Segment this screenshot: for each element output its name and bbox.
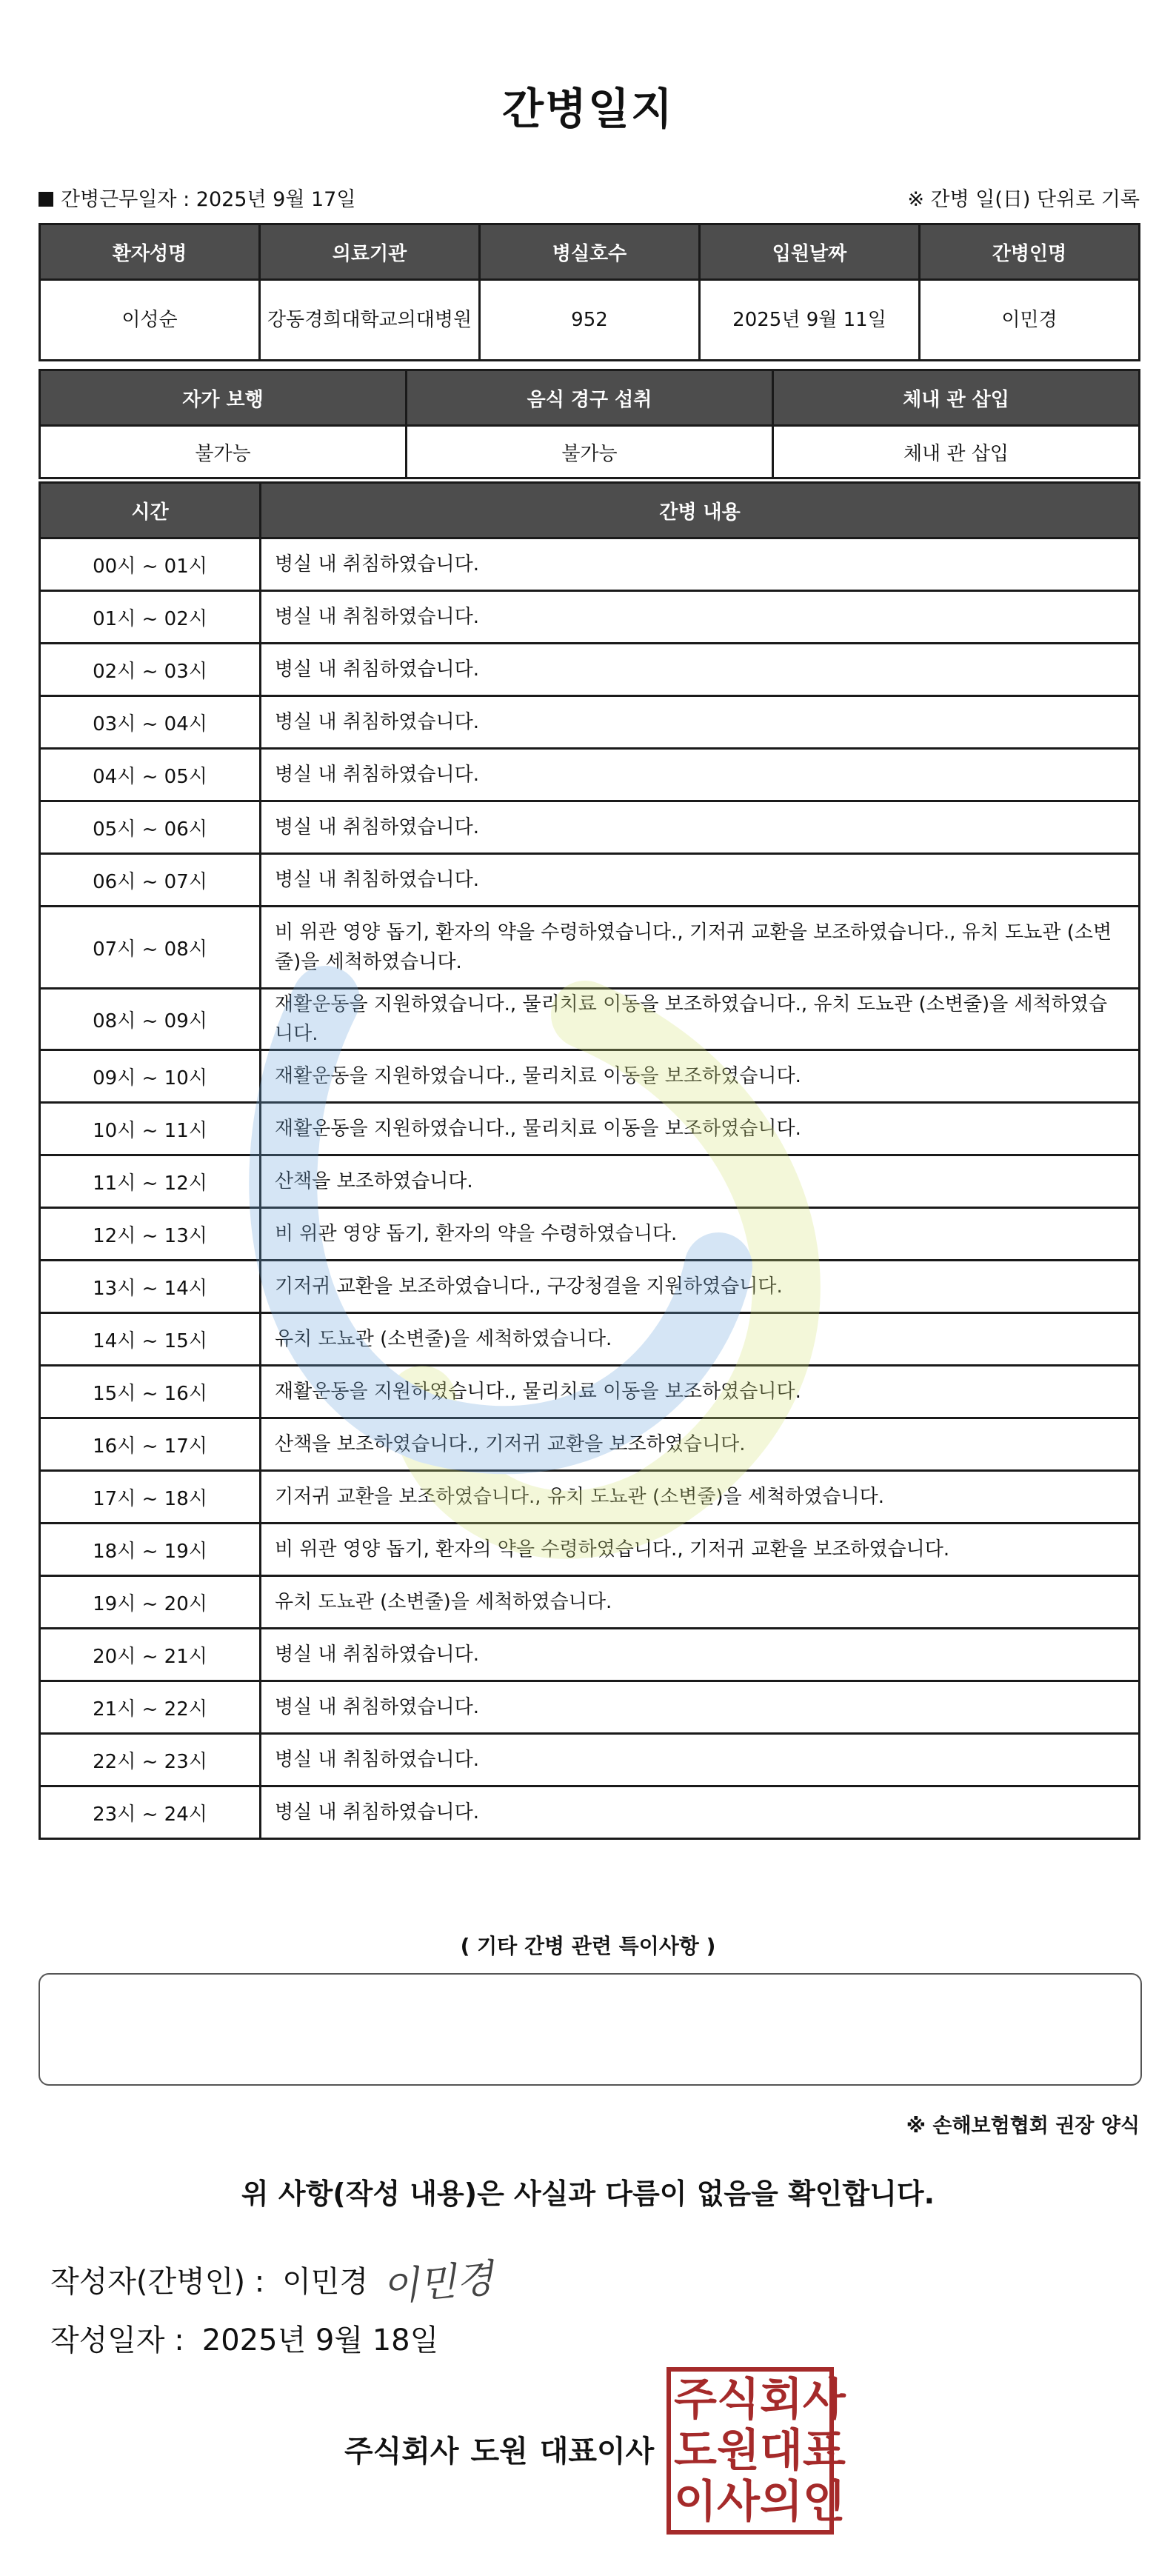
care-log-time: 19시 ~ 20시 [40,1576,261,1629]
patient-info-header-row [40,224,1140,280]
care-log-row [40,1418,1140,1471]
seal-character: 사 [802,2374,846,2426]
care-log-row [40,1261,1140,1313]
work-date [39,183,355,212]
patient-status-value-row [40,426,1140,478]
care-log-time: 04시 ~ 05시 [40,749,261,801]
tube-insertion-value: 체내 관 삽입 [773,426,1140,478]
unit-note: ※ 간병 일(日) 단위로 기록 [907,188,1140,211]
care-log-time: 22시 ~ 23시 [40,1734,261,1786]
written-date-label: 작성일자 : [50,2323,184,2358]
oral-intake-value: 불가능 [407,426,773,478]
care-log-row [40,801,1140,854]
care-log-content: 병실 내 취침하였습니다. [261,644,1140,696]
company-seal-stamp [666,2367,846,2535]
confirmation-statement: 위 사항(작성 내용)은 사실과 다름이 없음을 확인합니다. [241,2178,935,2210]
care-log-time: 23시 ~ 24시 [40,1786,261,1839]
care-log-content: 유치 도뇨관 (소변줄)을 세척하였습니다. [261,1576,1140,1629]
care-log-row [40,749,1140,801]
care-log-time: 20시 ~ 21시 [40,1629,261,1681]
care-log-content: 비 위관 영양 돕기, 환자의 약을 수령하였습니다., 기저귀 교환을 보조하였습니다. [261,1524,1140,1576]
care-log-row [40,538,1140,591]
written-date-row [50,2317,438,2359]
square-bullet-icon [39,192,53,207]
care-log-content: 병실 내 취침하였습니다. [261,1786,1140,1839]
seal-character: 대 [759,2424,803,2477]
care-log-time: 00시 ~ 01시 [40,538,261,591]
care-log-content: 비 위관 영양 돕기, 환자의 약을 수령하였습니다. [261,1208,1140,1261]
header-care-content: 간병 내용 [261,483,1140,538]
care-log-row [40,696,1140,749]
seal-character: 이 [674,2475,717,2528]
care-log-row [40,1471,1140,1524]
header-tube-insertion: 체내 관 삽입 [773,370,1140,426]
care-log-row [40,907,1140,989]
patient-name: 이성순 [40,280,260,361]
care-log-content: 산책을 보조하였습니다. [261,1155,1140,1208]
seal-character: 도 [674,2424,717,2477]
care-log-time: 21시 ~ 22시 [40,1681,261,1734]
care-log-row [40,989,1140,1050]
care-log-time: 09시 ~ 10시 [40,1050,261,1103]
company-signatory: 주식회사 도원 대표이사 [344,2435,655,2469]
seal-character: 인 [802,2475,846,2528]
care-log-content: 산책을 보조하였습니다., 기저귀 교환을 보조하였습니다. [261,1418,1140,1471]
care-log-content: 재활운동을 지원하였습니다., 물리치료 이동을 보조하였습니다., 유치 도뇨관 (소변줄)을 세척하였습니다. [261,989,1140,1050]
care-log-header-row [40,483,1140,538]
care-log-row [40,1576,1140,1629]
seal-character: 회 [759,2374,803,2426]
care-log-time: 05시 ~ 06시 [40,801,261,854]
care-log-time: 15시 ~ 16시 [40,1366,261,1418]
care-log-content: 병실 내 취침하였습니다. [261,538,1140,591]
written-date-value: 2025년 9월 18일 [201,2323,439,2358]
care-log-time: 08시 ~ 09시 [40,989,261,1050]
care-log-time: 14시 ~ 15시 [40,1313,261,1366]
care-log-content: 병실 내 취침하였습니다. [261,1629,1140,1681]
care-log-row [40,1366,1140,1418]
care-log-row [40,1208,1140,1261]
care-log-table [39,481,1140,1840]
care-log-row [40,1050,1140,1103]
care-log-time: 12시 ~ 13시 [40,1208,261,1261]
room-number: 952 [480,280,700,361]
care-log-content: 병실 내 취침하였습니다. [261,854,1140,907]
care-log-row [40,1734,1140,1786]
care-log-content: 재활운동을 지원하였습니다., 물리치료 이동을 보조하였습니다. [261,1050,1140,1103]
patient-status-table [39,369,1140,479]
work-date-value: 2025년 9월 17일 [196,188,356,211]
care-log-content: 병실 내 취침하였습니다. [261,696,1140,749]
header-caregiver-name: 간병인명 [920,224,1140,280]
special-notes-box [39,1973,1142,2086]
care-log-content: 재활운동을 지원하였습니다., 물리치료 이동을 보조하였습니다. [261,1103,1140,1155]
seal-character: 의 [759,2475,803,2528]
care-log-row [40,644,1140,696]
care-log-content: 비 위관 영양 돕기, 환자의 약을 수령하였습니다., 기저귀 교환을 보조하였습니다., 유치 도뇨관 (소변줄)을 세척하였습니다. [261,907,1140,989]
care-log-time: 11시 ~ 12시 [40,1155,261,1208]
header-oral-intake: 음식 경구 섭취 [407,370,773,426]
hospital-name: 강동경희대학교의대병원 [260,280,480,361]
handwritten-signature: 이민경 [380,2256,495,2311]
care-log-row [40,591,1140,644]
care-log-time: 01시 ~ 02시 [40,591,261,644]
form-note: ※ 손해보험협회 권장 양식 [906,2115,1140,2138]
patient-status-header-row [40,370,1140,426]
document-title: 간병일지 [501,84,675,134]
care-log-content: 재활운동을 지원하였습니다., 물리치료 이동을 보조하였습니다. [261,1366,1140,1418]
care-log-content: 유치 도뇨관 (소변줄)을 세척하였습니다. [261,1313,1140,1366]
writer-row [50,2252,495,2311]
care-log-row [40,1524,1140,1576]
patient-info-value-row [40,280,1140,361]
admission-date: 2025년 9월 11일 [700,280,920,361]
care-log-time: 07시 ~ 08시 [40,907,261,989]
care-log-content: 병실 내 취침하였습니다. [261,1734,1140,1786]
header-self-walking: 자가 보행 [40,370,407,426]
care-log-row [40,1786,1140,1839]
care-log-content: 병실 내 취침하였습니다. [261,801,1140,854]
care-log-time: 10시 ~ 11시 [40,1103,261,1155]
care-log-row [40,1313,1140,1366]
care-log-content: 기저귀 교환을 보조하였습니다., 유치 도뇨관 (소변줄)을 세척하였습니다. [261,1471,1140,1524]
care-log-time: 17시 ~ 18시 [40,1471,261,1524]
care-log-time: 18시 ~ 19시 [40,1524,261,1576]
self-walking-value: 불가능 [40,426,407,478]
care-log-row [40,1103,1140,1155]
care-log-content: 병실 내 취침하였습니다. [261,1681,1140,1734]
seal-character: 주 [674,2374,717,2426]
care-log-time: 06시 ~ 07시 [40,854,261,907]
care-log-content: 병실 내 취침하였습니다. [261,749,1140,801]
notes-heading: ( 기타 간병 관련 특이사항 ) [460,1934,716,1958]
seal-character: 사 [716,2475,760,2528]
header-room-number: 병실호수 [480,224,700,280]
care-log-time: 02시 ~ 03시 [40,644,261,696]
care-log-row [40,1681,1140,1734]
care-log-time: 16시 ~ 17시 [40,1418,261,1471]
seal-character: 표 [802,2424,846,2477]
writer-name: 이민경 [282,2265,369,2299]
seal-character: 원 [716,2424,760,2477]
care-log-time: 13시 ~ 14시 [40,1261,261,1313]
caregiver-name: 이민경 [920,280,1140,361]
care-log-content: 기저귀 교환을 보조하였습니다., 구강청결을 지원하였습니다. [261,1261,1140,1313]
care-log-row [40,1629,1140,1681]
seal-character: 식 [716,2374,760,2426]
header-admission-date: 입원날짜 [700,224,920,280]
care-log-content: 병실 내 취침하였습니다. [261,591,1140,644]
care-log-row [40,1155,1140,1208]
header-time: 시간 [40,483,261,538]
work-date-label: 간병근무일자 : [61,188,190,211]
care-log-row [40,854,1140,907]
care-log-body [40,538,1140,1839]
header-patient-name: 환자성명 [40,224,260,280]
patient-info-table [39,223,1140,361]
header-hospital: 의료기관 [260,224,480,280]
care-log-time: 03시 ~ 04시 [40,696,261,749]
writer-label: 작성자(간병인) : [50,2265,265,2299]
